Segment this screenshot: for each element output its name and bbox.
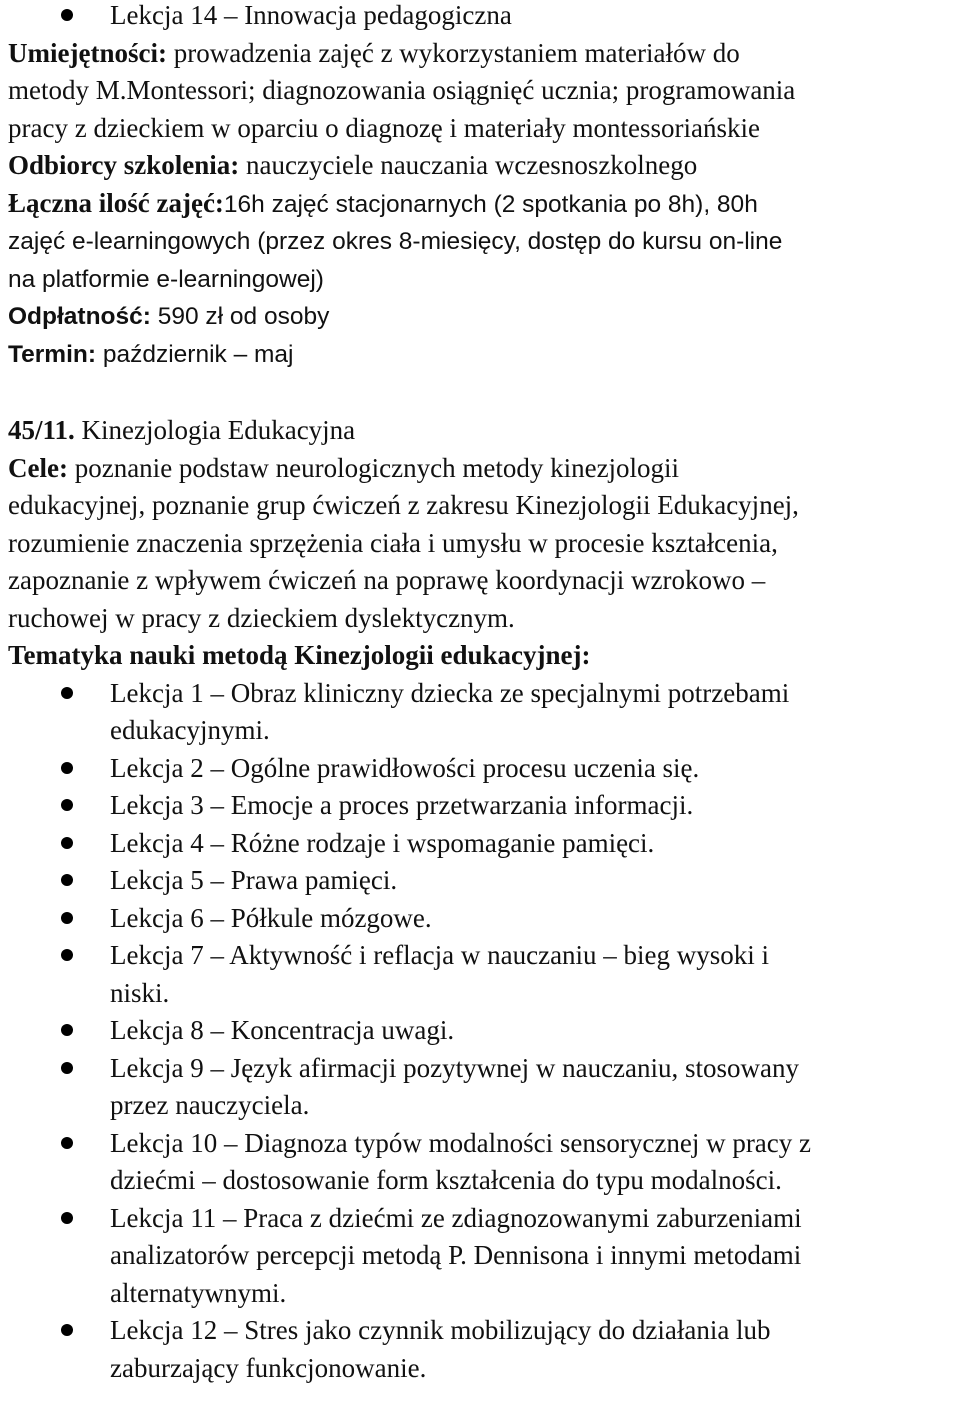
section-number: 45/11. [8,415,75,445]
hours-label: Łączna ilość zajęć: [8,187,224,218]
list-item [8,1312,960,1387]
lesson-text-line: Lekcja 1 – Obraz kliniczny dziecka ze specjalnymi potrzebami [110,677,790,708]
hours-line-1 [8,185,960,224]
bullet-icon [61,9,73,21]
goals-line-5: ruchowej w pracy z dzieckiem dyslektycznym. [8,602,515,633]
term-text: październik – maj [96,340,294,368]
list-item [8,787,960,825]
bullet-icon [61,912,73,924]
list-item [8,900,960,938]
lesson-text-line: analizatorów percepcji metodą P. Dennisona i innymi metodami [110,1240,802,1270]
section-title: Kinezjologia Edukacyjna [74,415,356,445]
lesson-text-line: alternatywnymi. [110,1277,287,1308]
list-item [8,0,960,35]
bullet-icon [61,949,73,961]
topics-heading: Tematyka nauki metodą Kinezjologii edukacyjnej: [8,640,591,670]
hours-line-2: zajęć e-learningowych (przez okres 8-miesięcy, dostęp do kursu on-line [8,228,783,255]
lesson-text-line: Lekcja 2 – Ogólne prawidłowości procesu uczenia się. [110,752,700,783]
audience-text: nauczyciele nauczania wczesnoszkolnego [239,150,698,180]
goals-line-1 [8,450,960,488]
list-item [8,937,960,1012]
lesson-text-line: Lekcja 6 – Półkule mózgowe. [110,902,432,933]
fee-label: Odpłatność: [8,303,151,330]
list-item [8,1050,960,1125]
list-item [8,675,960,750]
top-lesson-list [8,0,960,35]
lesson-text-line: zaburzający funkcjonowanie. [110,1352,427,1383]
audience-line [8,147,960,185]
fee-text: 590 zł od osoby [150,303,330,330]
lesson-text-line: dziećmi – dostosowanie form kształcenia do typu modalności. [110,1165,782,1195]
bullet-icon [61,799,73,811]
lesson-list [8,675,960,1388]
list-item [8,1200,960,1313]
lesson-text-line: Lekcja 11 – Praca z dziećmi ze zdiagnozowanymi zaburzeniami [110,1202,802,1233]
skills-label: Umiejętności: [8,37,167,68]
list-item [8,825,960,863]
lesson-text-line: niski. [110,977,170,1008]
skills-line-2: metody M.Montessori; diagnozowania osiągnięć ucznia; programowania [8,75,796,105]
bullet-icon [61,762,73,774]
hours-line-3: na platformie e-learningowej) [8,265,324,293]
audience-label: Odbiorcy szkolenia: [8,150,240,180]
lesson-text-line: Lekcja 8 – Koncentracja uwagi. [110,1015,455,1045]
lesson-text-line: przez nauczyciela. [110,1090,310,1120]
fee-line [8,298,960,336]
goals-text: poznanie podstaw neurologicznych metody kinezjologii [67,452,680,483]
term-label: Termin: [8,340,97,368]
list-item [8,862,960,900]
goals-line-2: edukacyjnej, poznanie grup ćwiczeń z zakresu Kinezjologii Edukacyjnej, [8,490,799,520]
bullet-icon [61,687,73,699]
term-line [8,336,960,374]
bullet-icon [61,1062,73,1074]
skills-line-3: pracy z dzieckiem w oparciu o diagnozę i materiały montessoriańskie [8,112,760,143]
lesson-text-line: Lekcja 10 – Diagnoza typów modalności sensorycznej w pracy z [110,1127,812,1158]
lesson-text-line: Lekcja 12 – Stres jako czynnik mobilizujący do działania lub [110,1315,771,1345]
bullet-icon [61,837,73,849]
bullet-icon [61,874,73,886]
bullet-icon [61,1212,73,1224]
lesson-text-line: edukacyjnymi. [110,715,270,745]
bullet-icon [61,1324,73,1336]
goals-label: Cele: [8,452,68,483]
lesson-text-line: Lekcja 7 – Aktywność i reflacja w nauczaniu – bieg wysoki i [110,940,770,970]
lesson-text-line: Lekcja 3 – Emocje a proces przetwarzania informacji. [110,790,694,820]
lesson-text-line: Lekcja 9 – Język afirmacji pozytywnej w nauczaniu, stosowany [110,1052,800,1083]
skills-text: prowadzenia zajęć z wykorzystaniem materiałów do [166,37,740,68]
goals-line-3: rozumienie znaczenia sprzężenia ciała i umysłu w procesie kształcenia, [8,527,778,558]
bullet-icon [61,1024,73,1036]
list-item [8,1125,960,1200]
skills-line-1 [8,35,960,73]
lesson-text-line: Lekcja 5 – Prawa pamięci. [110,865,398,895]
hours-text: 16h zajęć stacjonarnych (2 spotkania po 8h), 80h [223,190,758,218]
bullet-icon [61,1137,73,1149]
section-heading [8,412,960,450]
lesson-text: Lekcja 14 – Innowacja pedagogiczna [110,0,512,30]
section-spacer [8,373,960,412]
goals-line-4: zapoznanie z wpływem ćwiczeń na poprawę koordynacji wzrokowo – [8,565,766,595]
list-item [8,750,960,788]
lesson-text-line: Lekcja 4 – Różne rodzaje i wspomaganie pamięci. [110,827,655,858]
list-item [8,1012,960,1050]
